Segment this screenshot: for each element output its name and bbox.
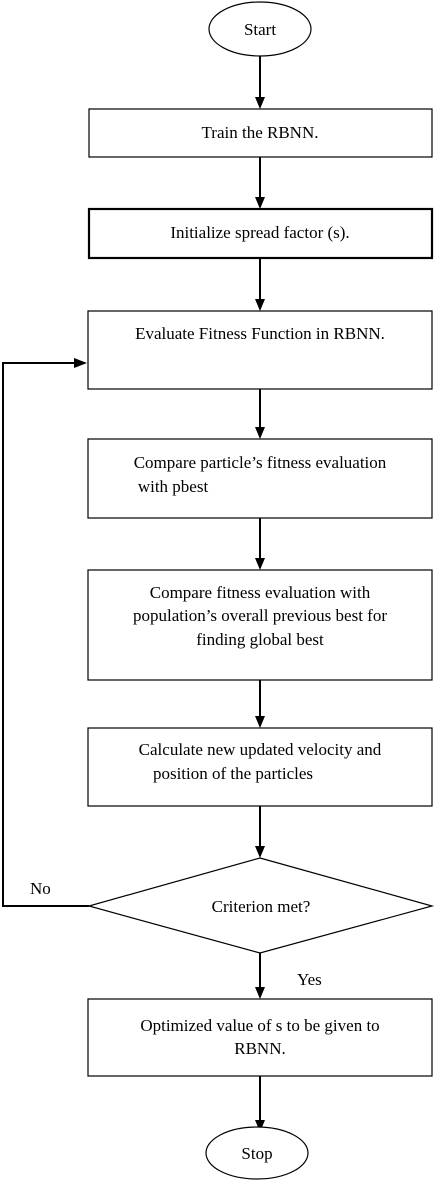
arrow-criterion-yes-to-output [255,953,265,999]
node-start [209,2,311,56]
arrow-init-to-evaluate [255,258,265,311]
node-compare-global-line-2: population’s overall previous best for [132,606,388,625]
node-compare-global-line-3: finding global best [196,630,324,649]
node-output [88,999,432,1076]
node-output-line-1: Optimized value of s to be given to [140,1016,380,1035]
node-evaluate [88,311,432,389]
arrow-output-to-stop [255,1076,265,1132]
edge-label-yes: Yes [297,970,322,989]
node-output-line-2: RBNN. [234,1039,286,1058]
node-criterion [89,858,432,953]
arrow-update-to-criterion [255,806,265,858]
node-update-line-2: position of the particles [152,764,314,783]
node-train-label: Train the RBNN. [201,123,319,142]
node-update-line-1: Calculate new updated velocity and [138,740,382,759]
node-criterion-label: Criterion met? [211,897,311,916]
node-evaluate-label: Evaluate Fitness Function in RBNN. [135,324,385,343]
node-init [89,209,432,258]
node-stop [206,1127,308,1179]
node-init-label: Initialize spread factor (s). [170,223,350,242]
arrow-compare-global-to-update [255,680,265,728]
node-compare-global [88,570,432,680]
node-compare-pbest-line-1: Compare particle’s fitness evaluation [133,453,387,472]
arrow-train-to-init [255,157,265,209]
node-update [88,728,432,806]
node-compare-global-line-1: Compare fitness evaluation with [149,583,371,602]
arrow-evaluate-to-compare-pbest [255,389,265,439]
arrow-compare-pbest-to-compare-global [255,518,265,570]
node-compare-pbest [88,439,432,518]
node-stop-label: Stop [241,1144,273,1163]
edge-label-no: No [30,879,51,898]
node-compare-pbest-line-2: with pbest [137,477,209,496]
arrow-start-to-train [255,56,265,109]
arrow-criterion-no-loop [3,358,89,906]
node-start-label: Start [243,20,277,39]
node-train [89,109,432,157]
